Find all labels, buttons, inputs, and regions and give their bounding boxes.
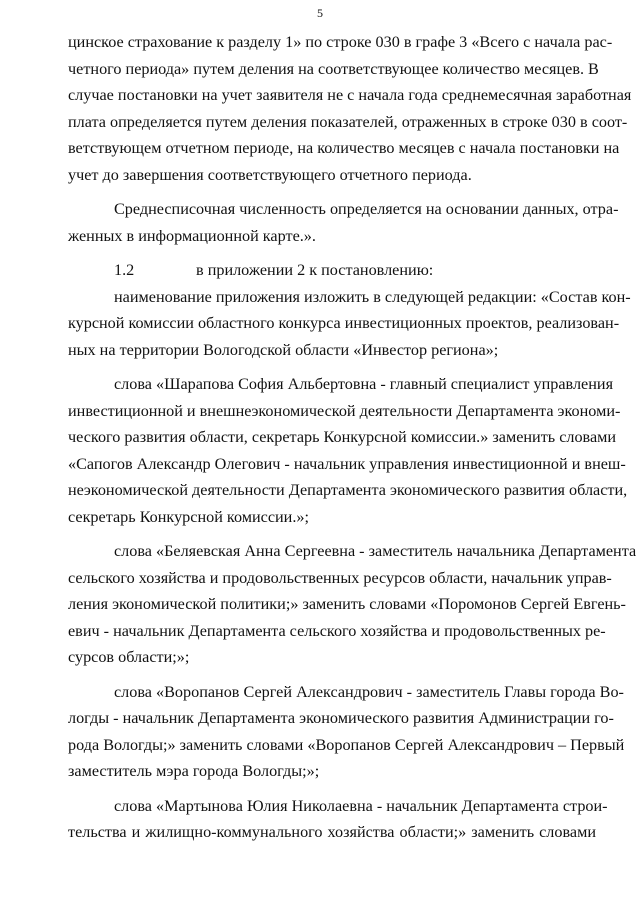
text-line: слова «Мартынова Юлия Николаевна - начальник Департамента строи- — [114, 796, 608, 815]
text-line: учет до завершения соответствующего отчетного периода. — [68, 165, 472, 184]
text-line: сельского хозяйства и продовольственных ресурсов области, начальник управ- — [68, 568, 612, 587]
text-line: рода Вологды;» заменить словами «Воропанов Сергей Александрович – Первый — [68, 735, 625, 754]
page-number: 5 — [317, 6, 323, 20]
text-line: четного периода» путем деления на соответствующее количество месяцев. В — [68, 59, 599, 78]
text-line: евич - начальник Департамента сельского хозяйства и продовольственных ре- — [68, 621, 606, 640]
text-line: цинское страхование к разделу 1» по строке 030 в графе 3 «Всего с начала рас- — [68, 33, 613, 51]
item-text: в приложении 2 к постановлению: — [196, 261, 434, 279]
text-line: слова «Воропанов Сергей Александрович - заместитель Главы города Во- — [114, 682, 624, 701]
text-line: ческого развития области, секретарь Конкурсной комиссии.» заменить словами — [68, 428, 617, 446]
paragraph-3-item — [68, 257, 596, 284]
text-line: логды - начальник Департамента экономического развития Администрации го- — [68, 709, 614, 727]
text-line — [68, 257, 596, 284]
paragraph-7 — [68, 679, 625, 785]
paragraph-5 — [68, 371, 628, 530]
text-line: плата определяется путем деления показателей, отраженных в строке 030 в соот- — [68, 112, 628, 131]
text-line: Среднесписочная численность определяется на основании данных, отра- — [114, 200, 619, 218]
paragraph-8 — [68, 793, 608, 846]
text-line: тельства и жилищно-коммунального хозяйства области;» заменить словами — [68, 823, 596, 841]
text-line: курсной комиссии областного конкурса инвестиционных проектов, реализован- — [68, 314, 620, 332]
text-line: ных на территории Вологодской области «Инвестор региона»; — [68, 340, 499, 359]
text-line: ветствующем отчетном периоде, на количество месяцев с начала постановки на — [68, 139, 620, 157]
text-line: «Сапогов Александр Олегович - начальник управления инвестиционной и внеш- — [68, 454, 626, 473]
paragraph-1 — [68, 29, 632, 188]
text-line: неэкономической деятельности Департамента экономического развития области, — [68, 481, 628, 499]
item-number: 1.2 — [114, 261, 135, 279]
text-line: инвестиционной и внешнеэкономической деятельности Департамента экономи- — [68, 401, 621, 420]
text-line: ления экономической политики;» заменить словами «Поромонов Сергей Евгень- — [68, 595, 626, 613]
text-line: слова «Шарапова София Альбертовна - главный специалист управления — [114, 375, 614, 393]
paragraph-6 — [68, 538, 637, 671]
text-line: женных в информационной карте.». — [68, 226, 316, 245]
document-body — [68, 29, 637, 846]
paragraph-2 — [68, 196, 619, 249]
text-line: наименование приложения изложить в следующей редакции: «Состав кон- — [114, 287, 631, 306]
text-line: случае постановки на учет заявителя не с начала года среднемесячная заработная — [68, 86, 632, 104]
paragraph-4 — [68, 284, 631, 364]
text-line: сурсов области;»; — [68, 648, 190, 666]
text-line: заместитель мэра города Вологды;»; — [68, 762, 320, 780]
text-line: слова «Беляевская Анна Сергеевна - заместитель начальника Департамента — [114, 542, 637, 560]
text-line: секретарь Конкурсной комиссии.»; — [68, 507, 309, 526]
